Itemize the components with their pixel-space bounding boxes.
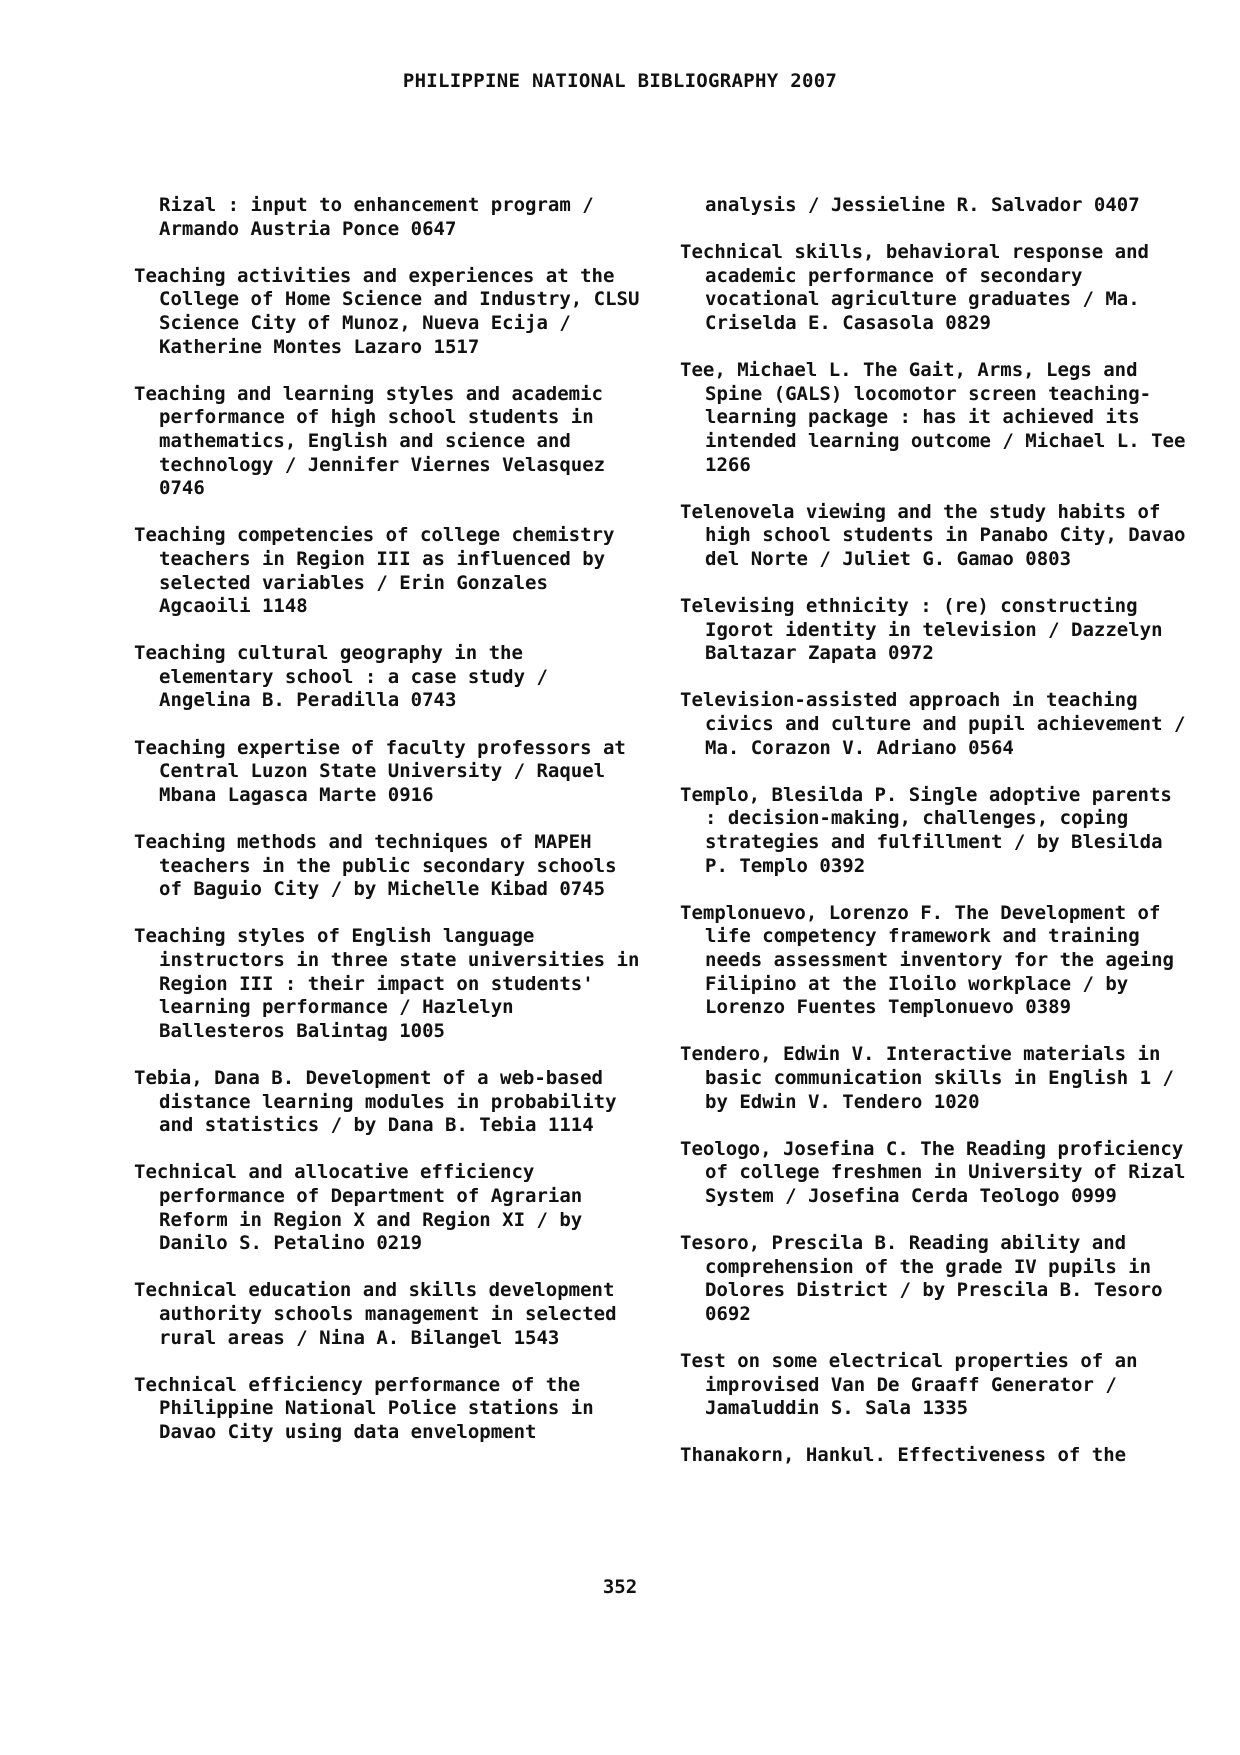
bibliography-entry: Templonuevo, Lorenzo F. The Development of life competency framework and training needs assessment inventory for the ageing Filipino at the Iloilo workplace / by Lorenzo Fuentes Templonuevo 0389: [680, 901, 1186, 1019]
bibliography-entry: Teaching methods and techniques of MAPEH teachers in the public secondary schools of Baguio City / by Michelle Kibad 0745: [134, 831, 629, 901]
bibliography-entry: Teaching cultural geography in the elementary school : a case study / Angelina B. Peradilla 0743: [134, 642, 560, 712]
page-number: 352: [602, 1576, 638, 1598]
bibliography-entry: Tendero, Edwin V. Interactive materials in basic communication skills in English 1 / by Edwin V. Tendero 1020: [680, 1043, 1186, 1113]
bibliography-entry: Technical efficiency performance of the Philippine National Police stations in Davao City using data envelopment: [134, 1373, 606, 1443]
bibliography-entry: Tebia, Dana B. Development of a web-based distance learning modules in probability and statistics / by Dana B. Tebia 1114: [134, 1066, 629, 1137]
bibliography-entry: Teaching and learning styles and academic performance of high school students in mathematics, English and science and technology / Jennifer Viernes Velasquez 0746: [134, 382, 617, 500]
bibliography-entry: Televising ethnicity : (re) constructing Igorot identity in television / Dazzelyn Baltazar Zapata 0972: [680, 595, 1175, 665]
bibliography-entry: Teaching activities and experiences at the College of Home Science and Industry, CLSU Science City of Munoz, Nueva Ecija / Katherine Montes Lazaro 1517: [134, 264, 651, 358]
bibliography-entry: Teaching competencies of college chemistry teachers in Region III as influenced by selected variables / Erin Gonzales Agcaoili 1148: [134, 524, 626, 618]
bibliography-entry: Technical education and skills development authority schools management in selected rural areas / Nina A. Bilangel 1543: [134, 1279, 629, 1349]
page-header: PHILIPPINE NATIONAL BIBLIOGRAPHY 2007: [402, 70, 838, 92]
bibliography-entry: Tesoro, Prescila B. Reading ability and comprehension of the grade IV pupils in Dolores District / by Prescila B. Tesoro 0692: [680, 1232, 1175, 1325]
bibliography-entry: Templo, Blesilda P. Single adoptive parents : decision-making, challenges, coping strategies and fulfillment / by Blesilda P. Templo 0392: [680, 783, 1184, 877]
bibliography-entry: Tee, Michael L. The Gait, Arms, Legs and Spine (GALS) locomotor screen teaching-learning package : has it achieved its intended learning outcome / Michael L. Tee 1266: [680, 359, 1197, 476]
bibliography-entry: Rizal : input to enhancement program / Armando Austria Ponce 0647: [159, 194, 606, 240]
bibliography-entry: Teologo, Josefina C. The Reading proficiency of college freshmen in University of Rizal System / Josefina Cerda Teologo 0999: [680, 1137, 1197, 1207]
bibliography-entry: analysis / Jessieline R. Salvador 0407: [705, 194, 1140, 216]
bibliography-entry: Teaching expertise of faculty professors at Central Luzon State University / Raquel Mbana Lagasca Marte 0916: [134, 736, 638, 806]
bibliography-entry: Television-assisted approach in teaching civics and culture and pupil achievement / Ma. Corazon V. Adriano 0564: [680, 689, 1197, 759]
bibliography-entry: Technical and allocative efficiency performance of Department of Agrarian Reform in Region X and Region XI / by Danilo S. Petalino 0219: [134, 1161, 594, 1255]
bibliography-entry: Thanakorn, Hankul. Effectiveness of the: [680, 1444, 1127, 1467]
bibliography-entry: Test on some electrical properties of an improvised Van De Graaff Generator / Jamaluddin S. Sala 1335: [680, 1350, 1150, 1420]
bibliography-entry: Teaching styles of English language instructors in three state universities in Region III : their impact on students' learning performance / Hazlelyn Ballesteros Balintag 1005: [134, 925, 651, 1042]
right-column: [680, 194, 1197, 1468]
bibliography-entry: Telenovela viewing and the study habits of high school students in Panabo City, Davao del Norte / Juliet G. Gamao 0803: [680, 500, 1197, 570]
left-column: [134, 194, 651, 1444]
bibliography-entry: Technical skills, behavioral response and academic performance of secondary vocational agriculture graduates / Ma. Criselda E. Casasola 0829: [680, 241, 1161, 334]
